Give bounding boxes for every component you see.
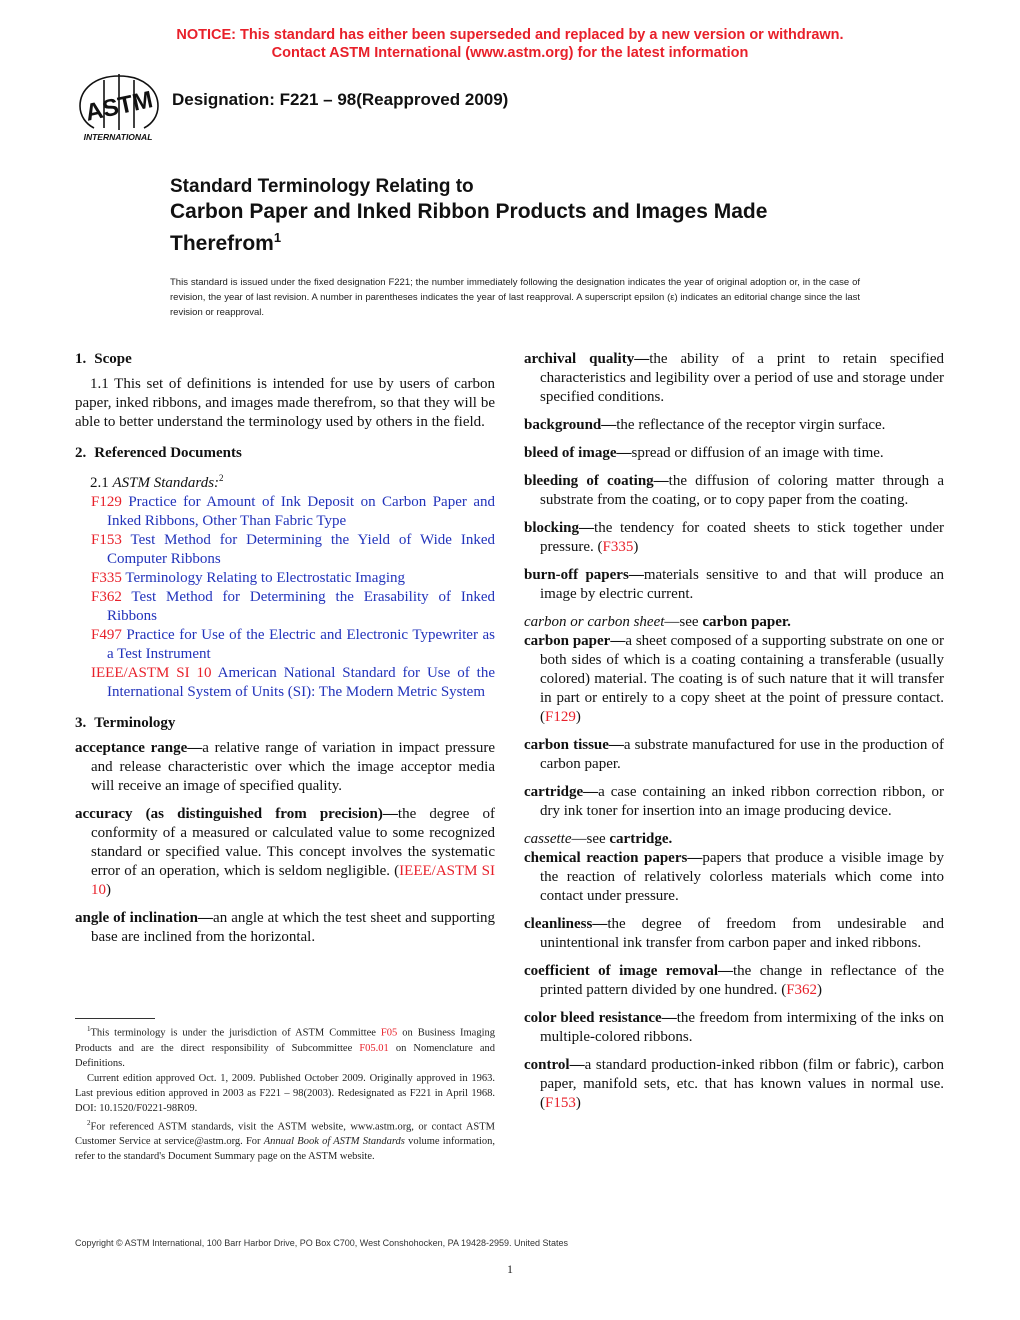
term-text: a relative range of variation in impact pressure and release characteristic over which the image acceptor media will receive an image of specified quality. <box>91 740 495 794</box>
term-definition: acceptance range—a relative range of variation in impact pressure and release characteristic over which the image acceptor media will receive an image of specified quality. <box>75 740 495 794</box>
see-term: cassette <box>524 831 572 847</box>
section-title: Scope <box>94 351 132 367</box>
term-text: an angle at which the test sheet and supporting base are inclined from the horizontal. <box>91 910 495 945</box>
subsection-label: ASTM Standards: <box>112 475 220 491</box>
term-name: burn-off papers <box>524 567 629 583</box>
term-definition: accuracy (as distinguished from precision)—the degree of conformity of a measured or calculated value to some recognized standard or specified value. This concept involves the systematic error of an operation, which is seldom negligible. (IEEE/ASTM SI 10) <box>75 806 496 898</box>
footnote-text: This terminology is under the jurisdiction of ASTM Committee <box>90 1027 376 1039</box>
subcommittee-link[interactable]: F05.01 <box>359 1042 389 1054</box>
reference-code[interactable]: F153 <box>91 532 122 548</box>
term-name: color bleed resistance <box>524 1010 662 1026</box>
section-terminology-heading <box>75 714 495 733</box>
subsection-footnote-mark: 2 <box>219 473 224 483</box>
term-definition: color bleed resistance—the freedom from intermixing of the inks on multiple-colored ribbons. <box>524 1010 944 1045</box>
term-name: accuracy (as distinguished from precision) <box>75 806 383 822</box>
see-reference: carbon or carbon sheet—see carbon paper. <box>524 614 791 630</box>
reference-code[interactable]: F129 <box>91 494 122 510</box>
committee-link[interactable]: F05 <box>380 1027 398 1039</box>
term-text: the change in reflectance of the printed pattern divided by one hundred. <box>540 963 944 998</box>
title-prefix: Standard Terminology Relating to <box>170 176 474 197</box>
reference-code[interactable]: F497 <box>91 627 122 643</box>
term-definition: coefficient of image removal—the change in reflectance of the printed pattern divided by one hundred. (F362) <box>524 963 944 998</box>
term-text: the degree of conformity of a measured or calculated value to some recognized standard or specified value. This concept involves the systematic error of an operation, which is seldom negligible. <box>91 806 496 879</box>
subsection-number: 2.1 <box>90 475 109 491</box>
notice-line-2: Contact ASTM International (www.astm.org) for the latest information <box>271 45 749 61</box>
logo-letters: ASTM <box>83 86 156 127</box>
term-name: carbon paper <box>524 633 611 649</box>
reference-item[interactable] <box>75 588 495 626</box>
notice-line-1: NOTICE: This standard has either been superseded and replaced by a new version or withdrawn. <box>176 27 844 43</box>
see-word: see <box>679 614 699 630</box>
section-title: Referenced Documents <box>94 445 242 461</box>
term-reference-link[interactable]: F129 <box>545 709 576 725</box>
term-definition: blocking—the tendency for coated sheets to stick together under pressure. (F335) <box>524 520 944 555</box>
see-target: cartridge. <box>609 831 673 847</box>
reference-title[interactable]: Practice for Use of the Electric and Electronic Typewriter as a Test Instrument <box>107 627 495 662</box>
section-number: 3. <box>75 715 87 731</box>
term-name: angle of inclination <box>75 910 199 926</box>
copyright-line: Copyright © ASTM International, 100 Barr Harbor Drive, PO Box C700, West Conshohocken, PA 19428-2959. United States <box>75 1238 569 1248</box>
term-name: carbon tissue <box>524 737 609 753</box>
footnote-text: on Nomenclature and Definitions. <box>75 1042 496 1069</box>
see-target: carbon paper. <box>702 614 791 630</box>
term-text: the reflectance of the receptor virgin surface. <box>616 417 886 433</box>
footnote-italic: Annual Book of ASTM Standards <box>263 1136 405 1147</box>
term-text: papers that produce a visible image by the reaction of relatively colorless materials which come into contact under pressure. <box>540 850 944 904</box>
title-footnote-mark: 1 <box>273 230 282 245</box>
term-definition: control—a standard production-inked ribbon (film or fabric), carbon paper, manifold sets, etc. that has known values in normal use. (F153) <box>524 1057 944 1111</box>
term-definition: carbon paper—a sheet composed of a supporting substrate on one or both sides of which is a coating containing a transferable (usually colored) material. The coating is of such nature that it will transfer in part or entirely to a copy sheet at the point of pressure contact. (F129) <box>524 633 945 725</box>
left-column <box>75 350 495 956</box>
term-text: the ability of a print to retain specified characteristics and legibility over a period of use and storage under specified conditions. <box>540 351 944 405</box>
reference-code[interactable]: F362 <box>91 589 122 605</box>
right-column <box>524 350 944 1122</box>
astm-standards-subheading <box>90 469 495 493</box>
term-name: blocking <box>524 520 580 536</box>
scope-paragraph: 1.1 This set of definitions is intended for use by users of carbon paper, inked ribbons, and images made therefrom, so that they will be able to better understand the terminology used by others in the field. <box>75 376 495 430</box>
term-definition: angle of inclination—an angle at which the test sheet and supporting base are inclined from the horizontal. <box>75 910 495 945</box>
designation: Designation: F221 – 98(Reapproved 2009) <box>172 90 509 109</box>
term-definition: archival quality—the ability of a print to retain specified characteristics and legibility over a period of use and storage under specified conditions. <box>524 351 944 405</box>
footnote-text: on Business Imaging Products and are the direct responsibility of Subcommittee <box>75 1027 496 1054</box>
referenced-documents-list <box>75 493 495 702</box>
withdrawal-notice <box>0 26 1020 62</box>
page-number: 1 <box>507 1262 513 1276</box>
term-text: spread or diffusion of an image with time. <box>631 445 884 461</box>
reference-title[interactable]: American National Standard for Use of the International System of Units (SI): The Modern Metric System <box>107 665 495 700</box>
title-line-2-text: Therefrom <box>170 232 274 255</box>
title-line-2 <box>170 225 910 257</box>
footnote-2 <box>75 1116 495 1165</box>
reference-code[interactable]: F335 <box>91 570 122 586</box>
term-text: a sheet composed of a supporting substrate on one or both sides of which is a coating containing a transferable (usually colored) material. The coating is of such nature that it will transfer in part or entirely to a copy sheet at the point of pressure contact. <box>540 633 945 706</box>
logo-subtitle: INTERNATIONAL <box>83 132 153 142</box>
term-reference-link[interactable]: F362 <box>786 982 818 998</box>
term-name: control <box>524 1057 570 1073</box>
term-reference-link[interactable]: F335 <box>602 539 634 555</box>
term-definition: background—the reflectance of the receptor virgin surface. <box>524 417 886 433</box>
term-reference-link[interactable]: IEEE/ASTM SI 10 <box>91 863 495 898</box>
reference-title[interactable]: Terminology Relating to Electrostatic Imaging <box>125 570 406 586</box>
term-definition: cartridge—a case containing an inked ribbon correction ribbon, or dry ink toner for insertion into an image producing device. <box>524 784 944 819</box>
term-text: the tendency for coated sheets to stick together under pressure. <box>540 520 944 555</box>
term-text: the diffusion of coloring matter through a substrate from the coating, or to copy paper from the coating. <box>540 473 944 508</box>
term-name: bleed of image <box>524 445 617 461</box>
footnote-1 <box>75 1022 495 1071</box>
term-definition: cleanliness—the degree of freedom from undesirable and unintentional ink transfer from carbon paper and inked ribbons. <box>524 916 944 951</box>
section-number: 1. <box>75 351 87 367</box>
term-text: the degree of freedom from undesirable and unintentional ink transfer from carbon paper and inked ribbons. <box>540 916 944 951</box>
reference-title[interactable]: Test Method for Determining the Erasability of Inked Ribbons <box>107 589 495 624</box>
section-number: 2. <box>75 445 87 461</box>
term-text: a substrate manufactured for use in the production of carbon paper. <box>540 737 944 772</box>
footnotes <box>75 1022 495 1164</box>
reference-title[interactable]: Practice for Amount of Ink Deposit on Carbon Paper and Inked Ribbons, Other Than Fabric Type <box>107 494 495 529</box>
reference-item[interactable] <box>75 664 495 702</box>
term-definition: bleeding of coating—the diffusion of coloring matter through a substrate from the coating, or to copy paper from the coating. <box>524 473 944 508</box>
section-referenced-heading <box>75 444 495 463</box>
reference-item[interactable] <box>75 531 495 569</box>
term-name: cleanliness <box>524 916 593 932</box>
term-name: cartridge <box>524 784 584 800</box>
footnote-1-edition: Current edition approved Oct. 1, 2009. Published October 2009. Originally approved in 1963. Last previous edition approved in 2003 as F221 – 98(2003). Redesignated as F221 in April 1968. DOI: 10.1520/F0221-98R09. <box>75 1072 495 1114</box>
term-name: background <box>524 417 602 433</box>
term-text: the freedom from intermixing of the inks on multiple-colored ribbons. <box>540 1010 944 1045</box>
reference-item[interactable] <box>75 626 495 664</box>
see-word: see <box>586 831 606 847</box>
title-line-1: Carbon Paper and Inked Ribbon Products and Images Made <box>170 200 768 223</box>
reference-item[interactable] <box>75 569 495 588</box>
section-scope-heading <box>75 350 495 369</box>
astm-logo <box>74 72 164 144</box>
term-text: materials sensitive to and that will produce an image by electric current. <box>540 567 944 602</box>
footnote-mark: 2 <box>87 1118 91 1127</box>
reference-title[interactable]: Test Method for Determining the Yield of Wide Inked Computer Ribbons <box>107 532 495 567</box>
see-reference: cassette—see cartridge. <box>524 831 673 847</box>
issue-note: This standard is issued under the fixed designation F221; the number immediately following the designation indicates the year of original adoption or, in the case of revision, the year of last revision. A number in parentheses indicates the year of last reapproval. A superscript epsilon (ε) indicates an editorial change since the last revision or reapproval. <box>170 277 860 318</box>
term-name: acceptance range <box>75 740 188 756</box>
term-definition: burn-off papers—materials sensitive to and that will produce an image by electric current. <box>524 567 944 602</box>
term-definition: bleed of image—spread or diffusion of an image with time. <box>524 445 884 461</box>
reference-item[interactable] <box>75 493 495 531</box>
footnote-mark: 1 <box>87 1025 91 1033</box>
document-title <box>170 174 910 257</box>
term-definition: carbon tissue—a substrate manufactured for use in the production of carbon paper. <box>524 737 944 772</box>
section-title: Terminology <box>94 715 176 731</box>
term-name: chemical reaction papers <box>524 850 688 866</box>
see-term: carbon or carbon sheet <box>524 614 665 630</box>
term-reference-link[interactable]: F153 <box>545 1095 576 1111</box>
footnote-divider <box>75 1018 155 1019</box>
term-definition: chemical reaction papers—papers that produce a visible image by the reaction of relatively colorless materials which come into contact under pressure. <box>524 850 944 904</box>
term-name: bleeding of coating <box>524 473 654 489</box>
term-name: coefficient of image removal <box>524 963 718 979</box>
term-name: archival quality <box>524 351 635 367</box>
term-text: a case containing an inked ribbon correction ribbon, or dry ink toner for insertion into an image producing device. <box>540 784 944 819</box>
footnote-text: For referenced ASTM standards, visit the ASTM website, www.astm.org, or contact ASTM Customer Service at service@astm.org. For <box>75 1121 495 1147</box>
footnote-text: volume information, refer to the standard's Document Summary page on the ASTM website. <box>75 1136 495 1162</box>
term-text: a standard production-inked ribbon (film or fabric), carbon paper, manifold sets, etc. that has known values in normal use. <box>540 1057 944 1092</box>
reference-code[interactable]: IEEE/ASTM SI 10 <box>91 665 212 681</box>
